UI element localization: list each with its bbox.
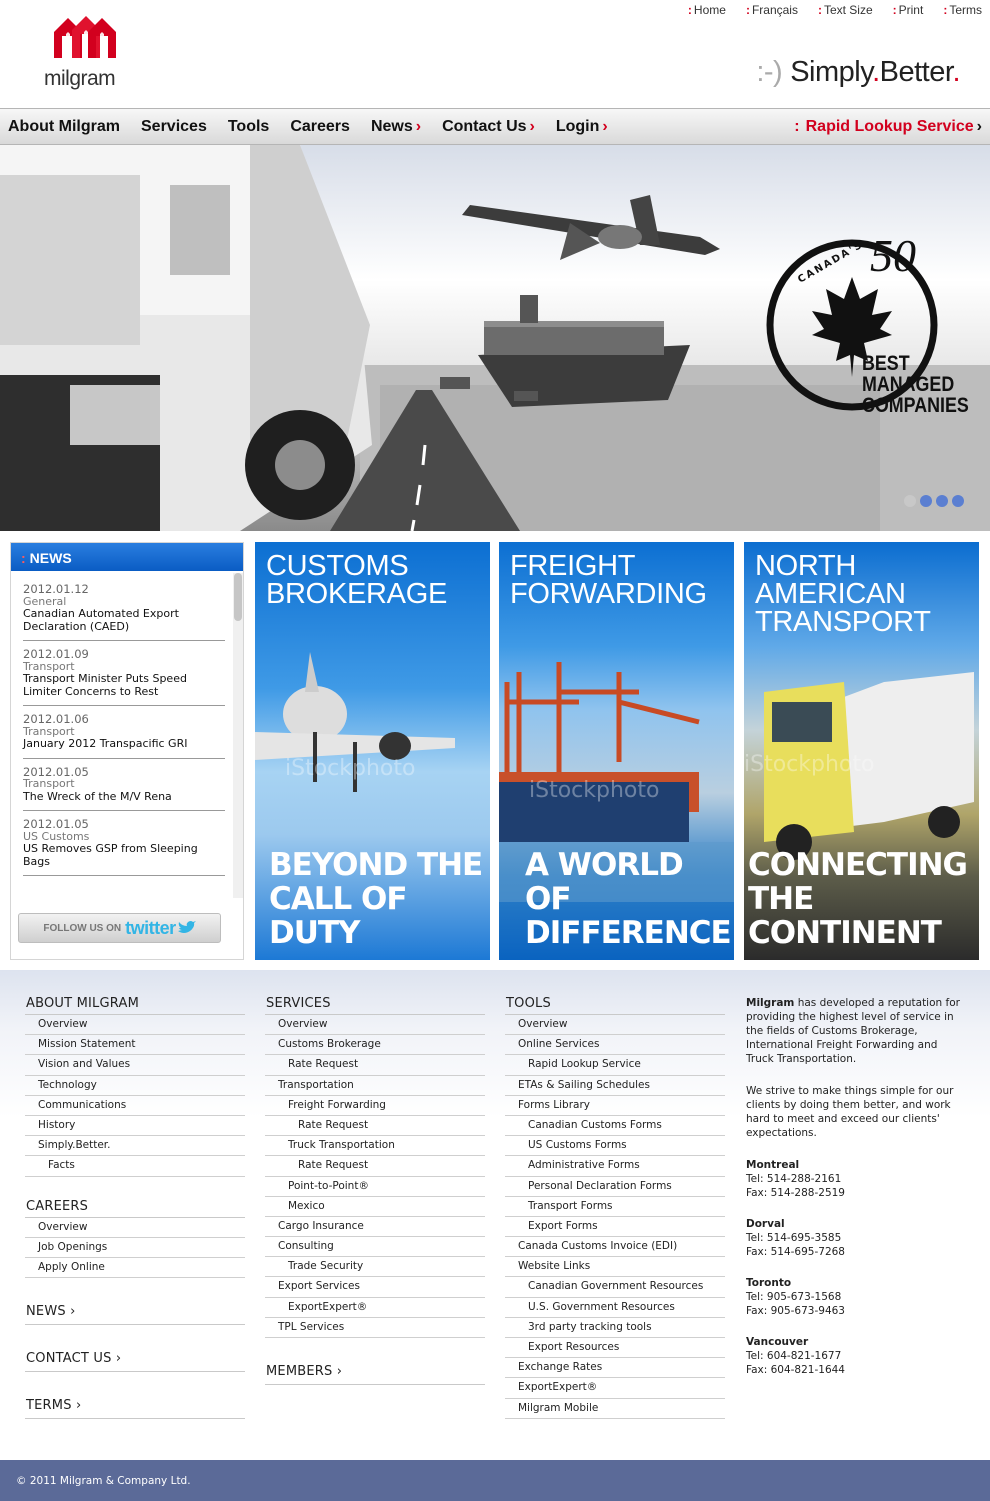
footer-link[interactable]: 3rd party tracking tools bbox=[505, 1318, 725, 1338]
careers-links bbox=[25, 1218, 245, 1279]
tagline-word2: Better bbox=[879, 56, 953, 88]
panel-title-line1: NORTH bbox=[755, 550, 857, 582]
utility-colon: : bbox=[892, 3, 897, 17]
watermark: iStockphoto bbox=[285, 756, 416, 781]
footer-col-services bbox=[265, 994, 485, 1385]
footer-heading-careers[interactable]: CAREERS bbox=[25, 1197, 245, 1218]
office-fax: Fax: 604-821-1644 bbox=[746, 1364, 845, 1376]
office-city: Dorval bbox=[746, 1218, 785, 1230]
footer-link-terms[interactable]: TERMS › bbox=[25, 1396, 245, 1419]
news-item[interactable] bbox=[23, 648, 225, 706]
panel-big-line1: A WORLD OF bbox=[525, 847, 683, 917]
utility-colon: : bbox=[745, 3, 750, 17]
footer-heading-services[interactable]: SERVICES bbox=[265, 994, 485, 1015]
nav-news[interactable] bbox=[371, 118, 421, 136]
panel-big-line2: CALL OF DUTY bbox=[269, 881, 407, 951]
footer-link[interactable]: Rate Request bbox=[265, 1055, 485, 1075]
nav-careers[interactable]: Careers bbox=[290, 117, 350, 135]
footer-link[interactable]: Canada Customs Invoice (EDI) bbox=[505, 1237, 725, 1257]
footer-link[interactable]: Overview bbox=[265, 1015, 485, 1035]
footer-link[interactable]: US Customs Forms bbox=[505, 1136, 725, 1156]
utility-link-label: Text Size bbox=[823, 3, 873, 17]
footer-link[interactable]: Vision and Values bbox=[25, 1055, 245, 1075]
news-title: US Removes GSP from Sleeping Bags bbox=[23, 842, 198, 868]
office-block bbox=[746, 1158, 966, 1200]
footer-link[interactable]: Canadian Customs Forms bbox=[505, 1116, 725, 1136]
news-item[interactable] bbox=[23, 818, 225, 876]
footer-link[interactable]: Communications bbox=[25, 1096, 245, 1116]
footer-col-tools bbox=[505, 994, 725, 1419]
footer-col-about bbox=[25, 994, 245, 1419]
news-category: Transport bbox=[23, 777, 75, 790]
footer-link[interactable]: Export Services bbox=[265, 1277, 485, 1297]
nav-contact[interactable] bbox=[442, 118, 535, 136]
badge-fifty: 50 bbox=[870, 230, 916, 281]
footer-link[interactable]: Canadian Government Resources bbox=[505, 1277, 725, 1297]
footer-link[interactable]: Point-to-Point® bbox=[265, 1177, 485, 1197]
footer-link[interactable]: Overview bbox=[25, 1015, 245, 1035]
utility-links bbox=[688, 3, 982, 17]
news-date: 2012.01.05 bbox=[23, 764, 89, 779]
panel-big-line2: THE CONTINENT bbox=[748, 881, 941, 951]
copyright-bar: © 2011 Milgram & Company Ltd. bbox=[0, 1460, 990, 1501]
follow-label: FOLLOW US ON bbox=[43, 922, 122, 934]
footer-link[interactable]: Cargo Insurance bbox=[265, 1217, 485, 1237]
panel-north-american-transport[interactable] bbox=[744, 542, 979, 960]
nav-contact-label: Contact Us bbox=[442, 117, 527, 135]
footer-link[interactable]: Overview bbox=[25, 1218, 245, 1238]
footer-link[interactable]: Rate Request bbox=[265, 1156, 485, 1176]
twitter-bird-icon bbox=[178, 921, 196, 935]
footer-sitemap bbox=[0, 970, 990, 1460]
badge-line3: COMPANIES bbox=[862, 394, 969, 417]
footer-link-members[interactable]: MEMBERS › bbox=[265, 1362, 485, 1385]
panel-big-line2: DIFFERENCE bbox=[525, 915, 731, 951]
panel-big-line1: BEYOND THE bbox=[269, 847, 483, 883]
footer-link[interactable]: Forms Library bbox=[505, 1096, 725, 1116]
chevron-right-icon: › bbox=[602, 117, 608, 135]
about-links bbox=[25, 1015, 245, 1177]
utility-link[interactable] bbox=[943, 3, 982, 17]
panel-title-line1: FREIGHT bbox=[510, 550, 636, 582]
footer-link[interactable]: Overview bbox=[505, 1015, 725, 1035]
news-item[interactable] bbox=[23, 713, 225, 759]
footer-link[interactable]: Trade Security bbox=[265, 1257, 485, 1277]
utility-link[interactable] bbox=[746, 3, 798, 17]
utility-link-label: Terms bbox=[949, 3, 982, 17]
footer-link[interactable]: Milgram Mobile bbox=[505, 1399, 725, 1419]
services-links bbox=[265, 1015, 485, 1338]
panel-title-line2: AMERICAN bbox=[755, 578, 906, 610]
office-tel: Tel: 514-288-2161 bbox=[746, 1173, 842, 1185]
utility-link-label: Français bbox=[751, 3, 798, 17]
footer-link[interactable]: Simply.Better. bbox=[25, 1136, 245, 1156]
tagline bbox=[756, 56, 960, 89]
footer-link-news[interactable]: NEWS › bbox=[25, 1302, 245, 1325]
panel-title-line3: TRANSPORT bbox=[755, 606, 931, 638]
news-title: The Wreck of the M/V Rena bbox=[23, 789, 172, 803]
twitter-follow-button[interactable] bbox=[18, 913, 221, 943]
footer-link[interactable]: Export Forms bbox=[505, 1217, 725, 1237]
news-heading bbox=[11, 543, 243, 571]
footer-link[interactable]: Technology bbox=[25, 1076, 245, 1096]
footer-link[interactable]: ExportExpert® bbox=[505, 1378, 725, 1398]
office-block bbox=[746, 1276, 966, 1318]
tagline-word1: Simply bbox=[790, 56, 873, 88]
chevron-right-icon: › bbox=[529, 117, 535, 135]
about-paragraph-1 bbox=[746, 996, 966, 1066]
watermark: iStockphoto bbox=[744, 752, 875, 777]
chevron-right-icon: › bbox=[976, 117, 982, 135]
slide-dots bbox=[904, 495, 964, 507]
about-paragraph-2: We strive to make things simple for our clients by doing them better, and work hard to meet and exceed our clients' expectations. bbox=[746, 1085, 954, 1139]
tools-links bbox=[505, 1015, 725, 1419]
office-city: Montreal bbox=[746, 1159, 800, 1171]
office-fax: Fax: 514-695-7268 bbox=[746, 1246, 845, 1258]
news-date: 2012.01.05 bbox=[23, 817, 89, 831]
news-category: General bbox=[23, 594, 67, 608]
news-date: 2012.01.09 bbox=[23, 647, 89, 661]
footer-link[interactable]: Mexico bbox=[265, 1197, 485, 1217]
nav-login[interactable] bbox=[556, 118, 608, 136]
footer-link[interactable]: Mission Statement bbox=[25, 1035, 245, 1055]
news-date: 2012.01.06 bbox=[23, 712, 89, 726]
footer-link[interactable]: Website Links bbox=[505, 1257, 725, 1277]
logo-houses-icon bbox=[52, 14, 116, 58]
footer-link[interactable]: Apply Online bbox=[25, 1258, 245, 1278]
badge-line1: BEST bbox=[862, 352, 910, 375]
utility-colon: : bbox=[817, 3, 822, 17]
footer-link[interactable]: Job Openings bbox=[25, 1238, 245, 1258]
logo-wordmark: milgram bbox=[44, 67, 116, 90]
rapid-colon: : bbox=[794, 117, 800, 135]
best-managed-badge bbox=[760, 227, 990, 427]
scroll-thumb[interactable] bbox=[234, 573, 242, 621]
footer-link[interactable]: TPL Services bbox=[265, 1318, 485, 1338]
footer-heading-about[interactable]: ABOUT MILGRAM bbox=[25, 994, 245, 1015]
nav-about[interactable]: About Milgram bbox=[8, 117, 120, 135]
footer-heading-tools[interactable]: TOOLS bbox=[505, 994, 725, 1015]
footer-link[interactable]: History bbox=[25, 1116, 245, 1136]
office-city: Toronto bbox=[746, 1277, 792, 1289]
panel-customs-brokerage[interactable] bbox=[255, 542, 490, 960]
footer-link-contact[interactable]: CONTACT US › bbox=[25, 1349, 245, 1372]
twitter-wordmark: twitter bbox=[125, 917, 176, 938]
footer-link[interactable]: ExportExpert® bbox=[265, 1298, 485, 1318]
panel-title-line1: CUSTOMS bbox=[266, 550, 409, 582]
header bbox=[0, 0, 990, 108]
footer-about-contact bbox=[746, 996, 966, 1394]
news-colon: : bbox=[21, 550, 26, 566]
tagline-dot2: . bbox=[952, 56, 960, 88]
footer-link[interactable]: Transport Forms bbox=[505, 1197, 725, 1217]
news-title: Transport Minister Puts Speed Limiter Concerns to Rest bbox=[23, 672, 187, 698]
footer-link[interactable]: ETAs & Sailing Schedules bbox=[505, 1076, 725, 1096]
panel-title-line2: FORWARDING bbox=[510, 578, 707, 610]
footer-link[interactable]: Personal Declaration Forms bbox=[505, 1177, 725, 1197]
news-category: US Customs bbox=[23, 829, 90, 843]
footer-link[interactable]: Truck Transportation bbox=[265, 1136, 485, 1156]
office-list bbox=[746, 1158, 966, 1377]
utility-link[interactable] bbox=[893, 3, 924, 17]
slide-dot[interactable] bbox=[936, 495, 948, 507]
footer-link[interactable]: Export Resources bbox=[505, 1338, 725, 1358]
tagline-smile: :-) bbox=[756, 56, 783, 88]
utility-link-label: Print bbox=[898, 3, 924, 17]
chevron-right-icon: › bbox=[415, 117, 422, 135]
footer-link[interactable]: Transportation bbox=[265, 1076, 485, 1096]
news-title: January 2012 Transpacific GRI bbox=[23, 737, 188, 750]
office-block bbox=[746, 1335, 966, 1377]
news-category: Transport bbox=[23, 724, 75, 738]
utility-link[interactable] bbox=[688, 3, 726, 17]
utility-colon: : bbox=[943, 3, 948, 17]
footer-link[interactable]: Freight Forwarding bbox=[265, 1096, 485, 1116]
footer-link[interactable]: Facts bbox=[25, 1156, 245, 1176]
news-heading-label: NEWS bbox=[29, 550, 72, 566]
footer-link[interactable]: Rate Request bbox=[265, 1116, 485, 1136]
news-category: Transport bbox=[23, 659, 75, 673]
footer-link[interactable]: U.S. Government Resources bbox=[505, 1298, 725, 1318]
office-fax: Fax: 514-288-2519 bbox=[746, 1187, 845, 1199]
panel-title-line2: BROKERAGE bbox=[266, 578, 448, 610]
footer-link[interactable]: Online Services bbox=[505, 1035, 725, 1055]
nav-services[interactable]: Services bbox=[141, 117, 207, 135]
office-tel: Tel: 604-821-1677 bbox=[746, 1350, 842, 1362]
news-date: 2012.01.12 bbox=[23, 582, 89, 596]
utility-link-label: Home bbox=[693, 3, 726, 17]
footer-link[interactable]: Consulting bbox=[265, 1237, 485, 1257]
hero-banner[interactable] bbox=[0, 145, 990, 531]
news-item[interactable] bbox=[23, 766, 225, 812]
milgram-logo[interactable] bbox=[44, 14, 124, 94]
footer-link[interactable]: Rapid Lookup Service bbox=[505, 1055, 725, 1075]
badge-canadas: CANADA'S bbox=[796, 239, 866, 286]
about-text-1: has developed a reputation for providing the highest level of service in the fields of Customs Brokerage, International Freight Forwarding and Truck Transportation. bbox=[746, 997, 960, 1065]
nav-login-label: Login bbox=[555, 117, 600, 135]
about-bold: Milgram bbox=[746, 997, 795, 1009]
office-block bbox=[746, 1217, 966, 1259]
office-tel: Tel: 514-695-3585 bbox=[746, 1232, 842, 1244]
footer-link[interactable]: Exchange Rates bbox=[505, 1358, 725, 1378]
panel-big-line1: CONNECTING bbox=[748, 847, 967, 883]
rapid-label: Rapid Lookup Service bbox=[805, 117, 974, 135]
tagline-dot: . bbox=[872, 56, 880, 88]
footer-link[interactable]: Administrative Forms bbox=[505, 1156, 725, 1176]
news-title: Canadian Automated Export Declaration (CAED) bbox=[23, 607, 179, 633]
news-box bbox=[10, 542, 244, 960]
watermark: iStockphoto bbox=[529, 778, 660, 803]
office-city: Vancouver bbox=[746, 1336, 809, 1348]
badge-line2: MANAGED bbox=[862, 373, 955, 396]
office-tel: Tel: 905-673-1568 bbox=[746, 1291, 842, 1303]
news-scrollbar[interactable] bbox=[233, 573, 243, 898]
panel-freight-forwarding[interactable] bbox=[499, 542, 734, 960]
news-list bbox=[23, 583, 225, 883]
utility-link[interactable] bbox=[818, 3, 873, 17]
footer-link[interactable]: Customs Brokerage bbox=[265, 1035, 485, 1055]
office-fax: Fax: 905-673-9463 bbox=[746, 1305, 845, 1317]
slide-dot[interactable] bbox=[952, 495, 964, 507]
slide-dot[interactable] bbox=[920, 495, 932, 507]
main-nav bbox=[0, 108, 990, 145]
nav-tools[interactable]: Tools bbox=[227, 117, 270, 135]
news-item[interactable] bbox=[23, 583, 225, 641]
slide-dot[interactable] bbox=[904, 495, 916, 507]
utility-colon: : bbox=[687, 3, 692, 17]
nav-news-label: News bbox=[370, 117, 413, 135]
nav-rapid-lookup[interactable] bbox=[794, 118, 982, 136]
